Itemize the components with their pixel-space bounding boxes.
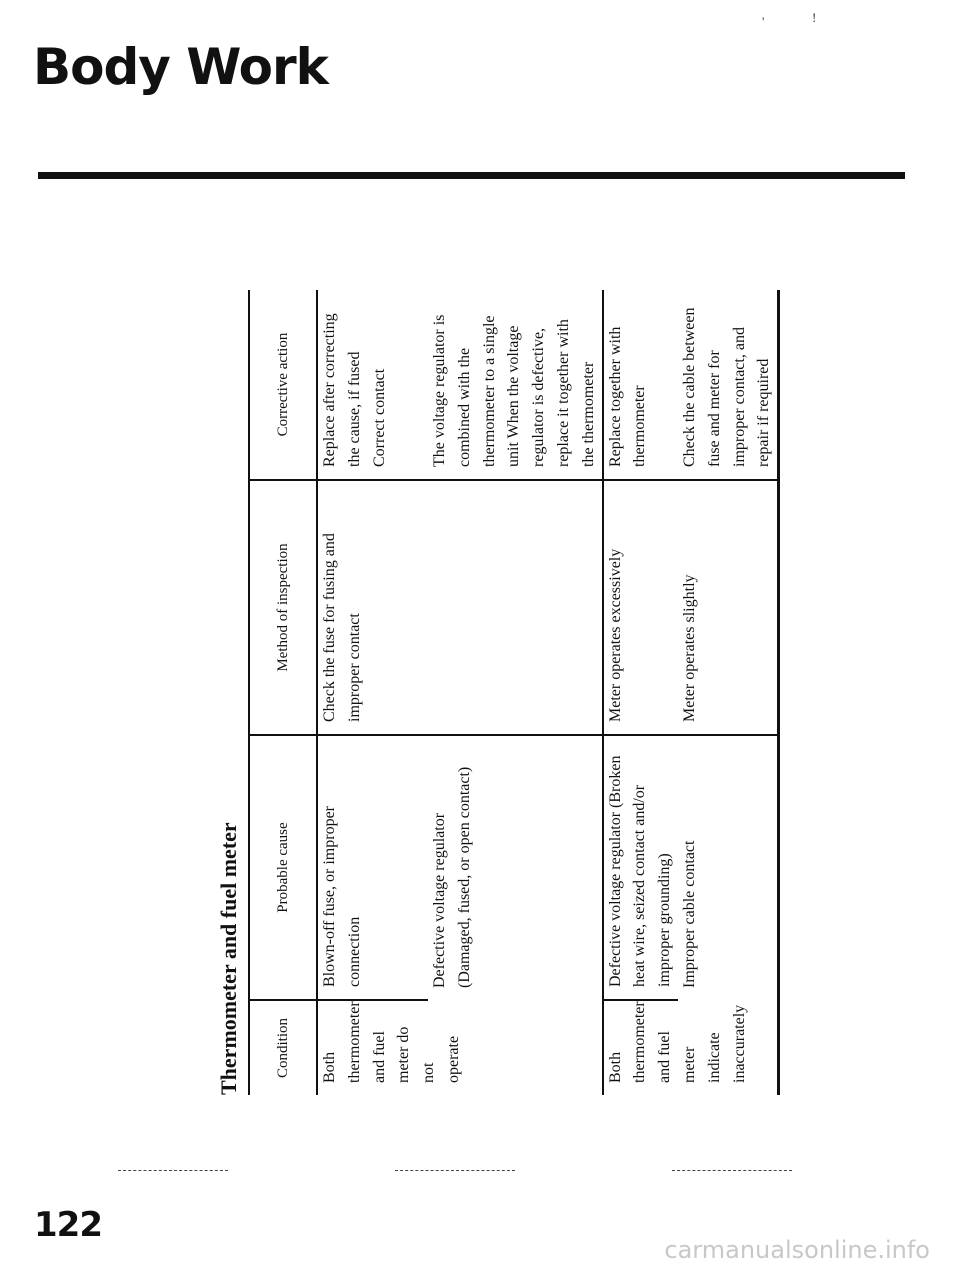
cell-cause: Improper cable contact [680,840,698,988]
troubleshooting-table [248,290,780,1095]
cell-condition: Both thermometer and fuel meter indicate inaccurately [606,1001,748,1083]
table-row [603,290,678,1095]
header-method-of-inspection: Method of inspection [249,480,317,735]
cell-action: The voltage regulator is combined with the thermometer to a single unit When the voltage regulator is defective, replace it together with the thermometer [428,290,603,480]
header-probable-cause: Probable cause [249,735,317,1000]
footer-dash [672,1170,792,1171]
watermark: carmanualsonline.info [664,1236,930,1264]
cell-method: Check the fuse for fusing and improper contact [317,480,428,735]
cell-method: Meter operates excessively [603,480,678,735]
footer-dash [118,1170,228,1171]
cell-cause: Defective voltage regulator (Damaged, fused, or open contact) [431,766,473,988]
table-header-row [249,290,317,1095]
section-divider [38,172,905,179]
section-title: Body Work [33,38,328,96]
cell-action: Replace together with thermometer [603,290,678,480]
cell-method: Meter operates slightly [678,480,779,735]
scan-speck: ' [762,14,765,29]
footer-dash [395,1170,515,1171]
table-row [428,290,603,1095]
table-block [210,290,840,1095]
cell-action: Replace after correcting the cause, if fused Correct contact [317,290,428,480]
table-title: Thermometer and fuel meter [216,822,241,1095]
cell-cause: Blown-off fuse, or improper connection [317,735,428,1000]
table-row [317,290,428,1095]
header-corrective-action: Corrective action [249,290,317,480]
cell-condition: Both thermometer and fuel meter do not operate [321,1001,462,1083]
cell-cause: Defective voltage regulator (Broken heat wire, seized contact and/or improper grounding) [603,735,678,1000]
cell-action: Check the cable between fuse and meter for improper contact, and repair if required [678,290,779,480]
scan-speck: ! [812,10,817,25]
table-row [678,290,779,1095]
cell-method [428,480,603,735]
header-condition: Condition [274,1018,291,1079]
page-number: 122 [34,1205,102,1245]
